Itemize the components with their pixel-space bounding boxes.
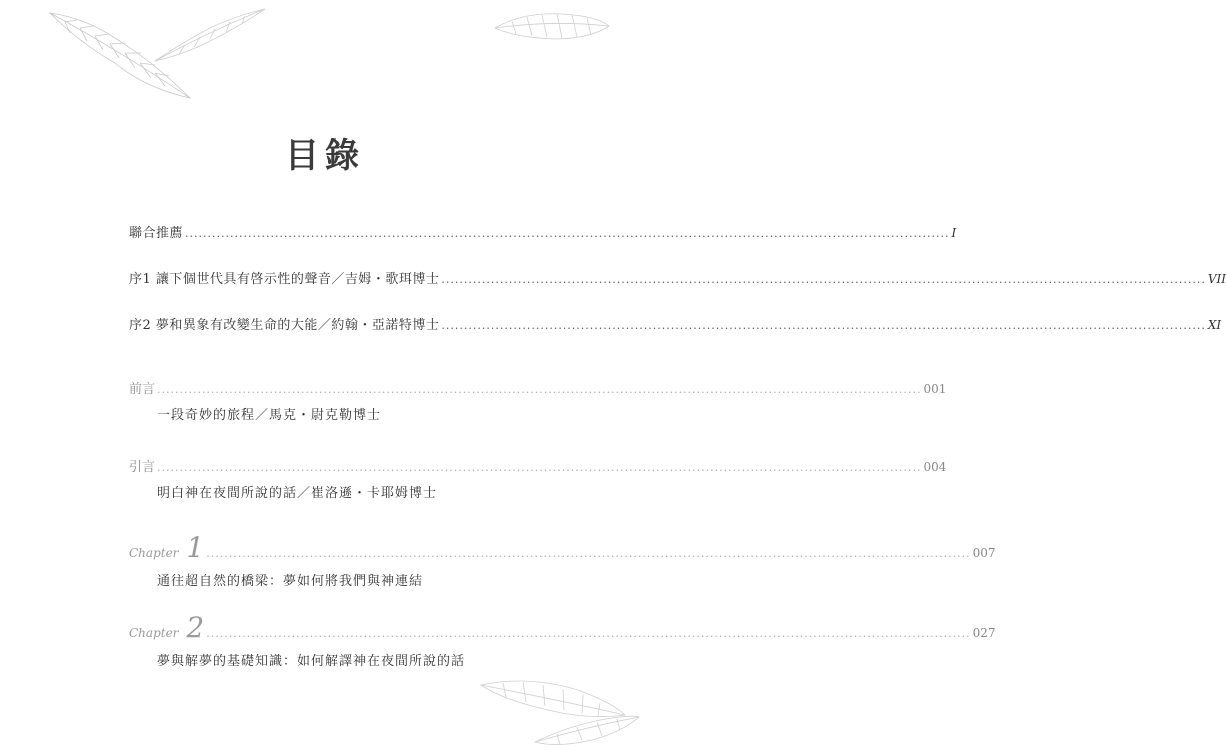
chapter-word: Chapter xyxy=(129,626,179,640)
dot-leader: .......................................................................................................................................................................... xyxy=(157,383,922,396)
toc-entry-label: 聯合推薦 xyxy=(129,226,184,241)
toc-entry[interactable] xyxy=(129,222,957,241)
toc-entry-page: 004 xyxy=(923,460,947,474)
dot-leader: .......................................................................................................................................................................... xyxy=(157,461,922,474)
chapter-number: 2 xyxy=(186,611,205,644)
toc-entry-page: XI xyxy=(1207,318,1222,332)
toc-subtitle: 夢與解夢的基礎知識：如何解譯神在夜間所說的話 xyxy=(157,654,466,669)
toc-entry-label: 序2 夢和異象有改變生命的大能／約翰・亞諾特博士 xyxy=(129,318,440,333)
toc-entry-page: 007 xyxy=(972,546,996,560)
toc-entry-page: 001 xyxy=(923,382,947,396)
toc-entry[interactable] xyxy=(129,378,947,397)
toc-subtitle: 通往超自然的橋梁：夢如何將我們與神連結 xyxy=(157,574,424,589)
toc-entry[interactable] xyxy=(129,531,996,564)
toc-entry-label: 引言 xyxy=(129,460,156,475)
toc-entry[interactable] xyxy=(129,611,996,644)
toc-entry[interactable] xyxy=(129,314,1222,333)
chapter-number: 1 xyxy=(186,531,205,564)
feather-icon xyxy=(532,712,642,750)
toc-subtitle: 一段奇妙的旅程／馬克・尉克勒博士 xyxy=(157,408,382,423)
toc-subtitle: 明白神在夜間所說的話／崔洛遜・卡耶姆博士 xyxy=(157,486,438,501)
dot-leader: .......................................................................................................................................................................... xyxy=(206,627,971,640)
dot-leader: .......................................................................................................................................................................... xyxy=(441,319,1206,332)
dot-leader: .......................................................................................................................................................................... xyxy=(441,273,1206,286)
feather-icon xyxy=(150,6,270,66)
toc-entry-label: 序1 讓下個世代具有啓示性的聲音／吉姆・歌珥博士 xyxy=(129,272,440,287)
toc-entry-page: I xyxy=(951,226,957,240)
chapter-word: Chapter xyxy=(129,546,179,560)
toc-entry-page: 027 xyxy=(972,626,996,640)
page-title: 目錄 xyxy=(285,136,365,176)
dot-leader: .......................................................................................................................................................................... xyxy=(206,547,971,560)
toc-entry[interactable] xyxy=(129,268,1226,287)
toc-entry[interactable] xyxy=(129,456,947,475)
toc-entry-page: VII xyxy=(1207,272,1226,286)
toc-entry-label: 前言 xyxy=(129,382,156,397)
dot-leader: .......................................................................................................................................................................... xyxy=(185,227,950,240)
feather-icon xyxy=(492,6,612,46)
